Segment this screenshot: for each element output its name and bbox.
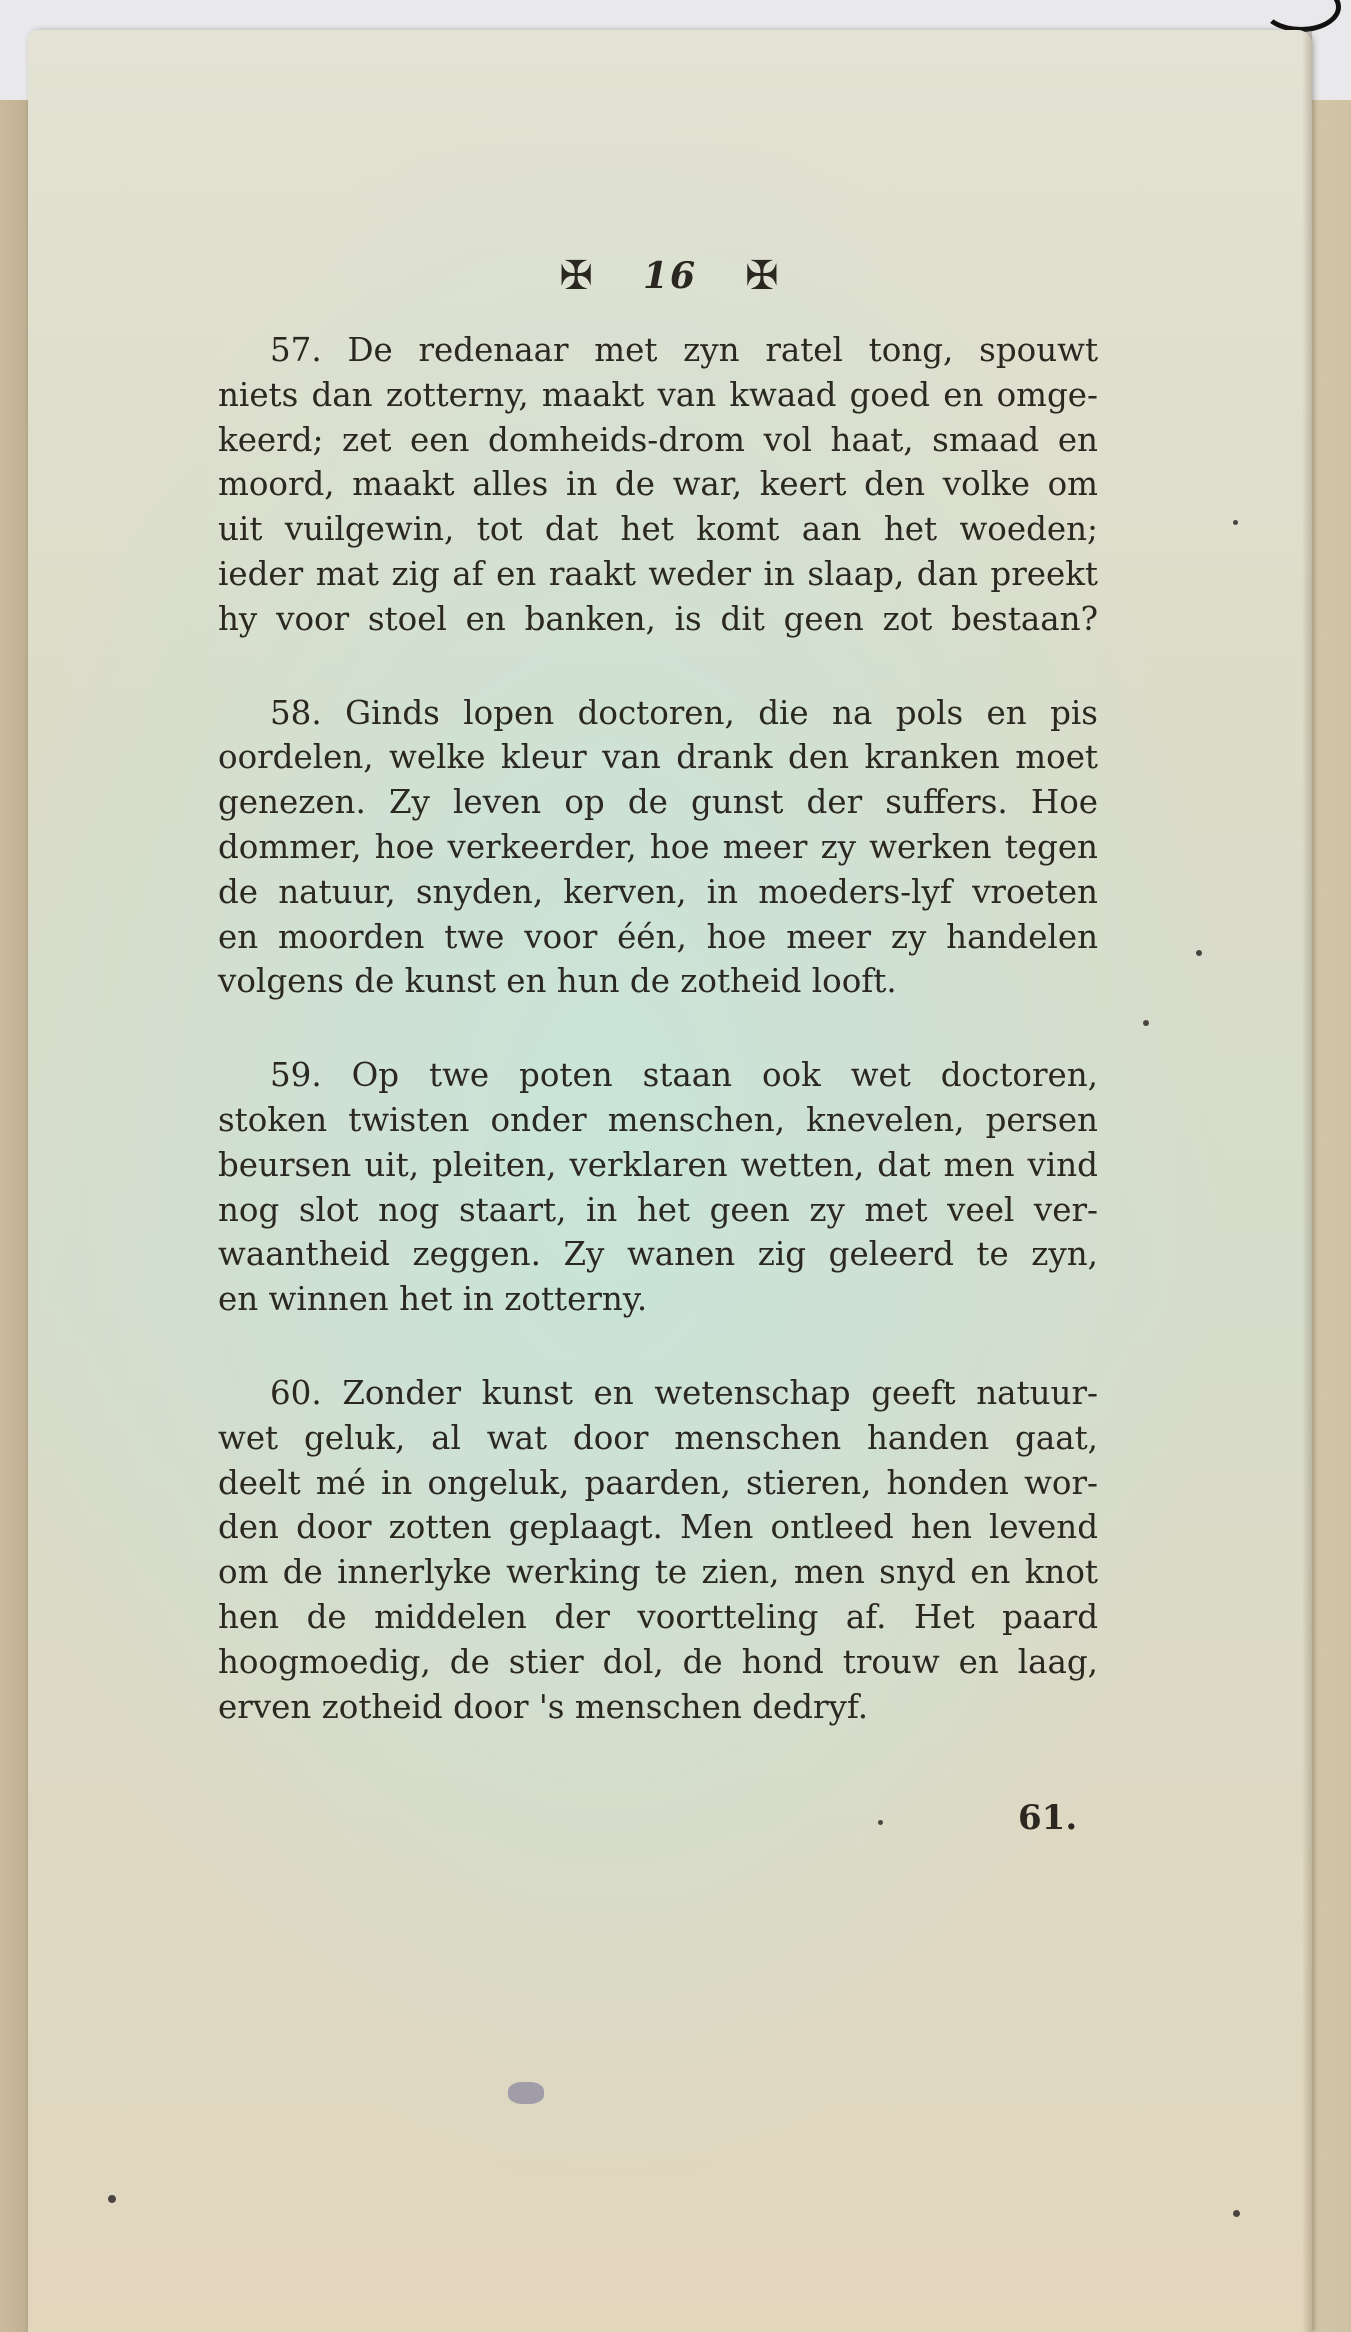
paper-speck — [1233, 2210, 1240, 2217]
text-line: niets dan zotterny, maakt van kwaad goed en omge- — [218, 375, 1098, 414]
corner-mark — [1261, 0, 1341, 32]
page-header — [28, 250, 1312, 299]
text-line: 59. Op twe poten staan ook wet doctoren, — [270, 1056, 1098, 1095]
paragraph-59 — [218, 1053, 1098, 1322]
paragraph-60 — [218, 1371, 1098, 1729]
text-line: moord, maakt alles in de war, keert den volke om — [218, 465, 1098, 504]
paper-speck — [1196, 950, 1202, 956]
text-line: nog slot nog staart, in het geen zy met veel ver- — [218, 1190, 1098, 1229]
paper-speck — [1143, 1020, 1149, 1026]
text-line: wet geluk, al wat door menschen handen gaat, — [218, 1418, 1098, 1457]
text-line: waantheid zeggen. Zy wanen zig geleerd te zyn, — [218, 1235, 1098, 1274]
paper-speck — [878, 1820, 883, 1825]
paragraph-58 — [218, 691, 1098, 1005]
text-line: uit vuilgewin, tot dat het komt aan het woeden; — [218, 510, 1098, 549]
text-line: hy voor stoel en banken, is dit geen zot bestaan? — [218, 599, 1098, 638]
text-line: dommer, hoe verkeerder, hoe meer zy werken tegen — [218, 827, 1098, 866]
book-page — [28, 30, 1312, 2332]
text-line: genezen. Zy leven op de gunst der suffers. Hoe — [218, 783, 1098, 822]
left-ornament: ✠ — [559, 252, 595, 299]
text-line: hen de middelen der voortteling af. Het paard — [218, 1597, 1098, 1636]
text-line: stoken twisten onder menschen, knevelen, persen — [218, 1100, 1098, 1139]
text-line: 58. Ginds lopen doctoren, die na pols en pis — [270, 693, 1098, 732]
text-line: 60. Zonder kunst en wetenschap geeft natuur- — [270, 1373, 1098, 1412]
text-line: beursen uit, pleiten, verklaren wetten, dat men vind — [218, 1145, 1098, 1184]
text-body — [218, 328, 1098, 1778]
text-line: volgens de kunst en hun de zotheid looft. — [218, 962, 897, 1001]
text-line: den door zotten geplaagt. Men ontleed hen levend — [218, 1508, 1098, 1547]
text-line: keerd; zet een domheids-drom vol haat, smaad en — [218, 420, 1098, 459]
paragraph-57 — [218, 328, 1098, 642]
page-number: 16 — [642, 254, 698, 297]
text-line: 57. De redenaar met zyn ratel tong, spouwt — [270, 331, 1098, 369]
text-line: en winnen het in zotterny. — [218, 1280, 648, 1319]
text-line: ieder mat zig af en raakt weder in slaap, dan preekt — [218, 554, 1098, 593]
ink-stain — [508, 2082, 544, 2104]
paper-speck — [1233, 520, 1238, 525]
text-line: de natuur, snyden, kerven, in moeders-lyf vroeten — [218, 872, 1098, 911]
text-line: erven zotheid door 's menschen dedryf. — [218, 1687, 869, 1726]
catchword: 61. — [1018, 1798, 1078, 1838]
text-line: om de innerlyke werking te zien, men snyd en knot — [218, 1553, 1098, 1592]
text-line: deelt mé in ongeluk, paarden, stieren, honden wor- — [218, 1463, 1098, 1502]
right-ornament: ✠ — [745, 252, 781, 299]
text-line: hoogmoedig, de stier dol, de hond trouw en laag, — [218, 1642, 1098, 1681]
text-line: en moorden twe voor één, hoe meer zy handelen — [218, 917, 1098, 956]
text-line: oordelen, welke kleur van drank den kranken moet — [218, 738, 1098, 777]
paper-speck — [108, 2195, 116, 2203]
page-shadow-edge — [1302, 30, 1312, 2332]
